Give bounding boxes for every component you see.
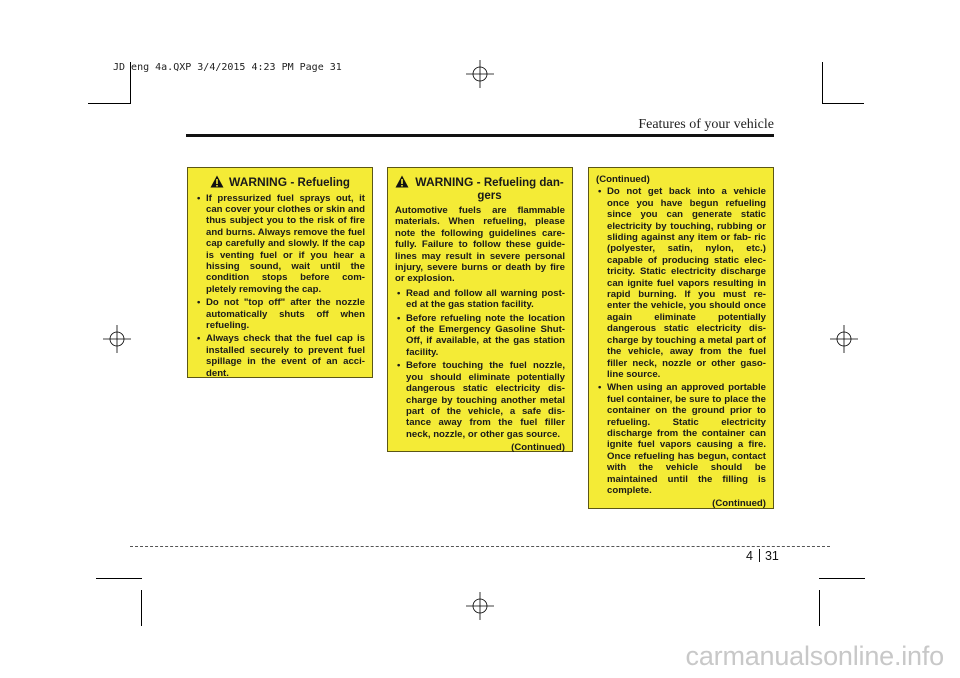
registration-mark-icon [830,325,858,353]
warning-triangle-icon [395,175,409,188]
warning-box-refueling [187,167,373,378]
warning-heading [395,176,565,202]
page-number [746,549,779,563]
warning-title: Refueling [294,177,350,189]
section-title: Features of your vehicle [638,117,774,132]
title-rule [186,134,774,137]
warning-intro: Automotive fuels are flammable materials. When refueling, please note the following guidelines care- fully. Failure to follow these guide- lines may result in severe personal injury, severe burns or death by fire or explosion. [395,205,565,285]
warning-box-continued [588,167,774,509]
warning-heading [195,176,365,190]
warning-box-refueling-dangers [387,167,573,452]
crop-mark [822,103,864,104]
watermark[interactable]: carmanualsonline.info [685,641,944,671]
crop-mark [822,62,823,104]
warning-label: WARNING - [229,175,295,189]
warning-title: Refueling dan- gers [477,177,564,202]
list-item: • If pressurized fuel sprays out, it can cover your clothes or skin and thus subject you to the risk of fire and burns. Always remove the fuel cap carefully and slowly. If the cap is venting fuel or if you hear a hissing sound, wait until the condition stops before com- pletely removing the cap. [195,193,365,296]
warning-label: WARNING - [415,175,481,189]
warning-list [395,288,565,440]
warning-list [596,186,766,496]
warning-list [195,193,365,380]
list-item: • Always check that the fuel cap is installed securely to prevent fuel spillage in the event of an acci- dent. [195,333,365,379]
warning-triangle-icon [210,175,224,188]
list-item: • Before refueling note the location of the Emergency Gasoline Shut- Off, if available, at the gas station facility. [395,313,565,359]
continued-label: (Continued) [712,498,766,510]
list-item: • Read and follow all warning post- ed at the gas station facility. [395,288,565,311]
page-number-value: 31 [764,549,779,563]
print-slug: JD eng 4a.QXP 3/4/2015 4:23 PM Page 31 [113,62,342,73]
registration-mark-icon [103,325,131,353]
chapter-number: 4 [746,549,753,563]
page-number-divider [759,549,760,562]
crop-mark [819,590,820,626]
crop-mark [141,590,142,626]
crop-mark [96,578,142,579]
crop-mark [819,578,865,579]
continued-label: (Continued) [511,442,565,454]
registration-mark-icon [466,592,494,620]
list-item: • When using an approved portable fuel container, be sure to place the container on the ground prior to refueling. Static electricity discharge from the container can ignite fuel vapors causing a fire. Once refueling has begun, contact with the vehicle should be maintained until the filling is complete. [596,382,766,496]
list-item: • Do not get back into a vehicle once you have begun refueling since you can generate static electricity by touching, rubbing or sliding against any item or fab- ric (polyester, satin, nylon, etc.) capable of producing static elec- tricity. Static electricity discharge can ignite fuel vapors resulting in rapid burning. If you must re- enter the vehicle, you should once again eliminate potentially dangerous static electricity dis- charge by touching a metal part of the vehicle, away from the fuel filler neck, nozzle or other gaso- line source. [596,186,766,380]
crop-mark [88,103,130,104]
list-item: • Before touching the fuel nozzle, you should eliminate potentially dangerous static electricity dis- charge by touching another metal part of the vehicle, a safe dis- tance away from the fuel filler neck, nozzle, or other gas source. [395,360,565,440]
list-item: • Do not "top off" after the nozzle automatically shuts off when refueling. [195,297,365,331]
continued-lead: (Continued) [596,174,650,185]
footer-rule [130,546,830,547]
registration-mark-icon [466,60,494,88]
